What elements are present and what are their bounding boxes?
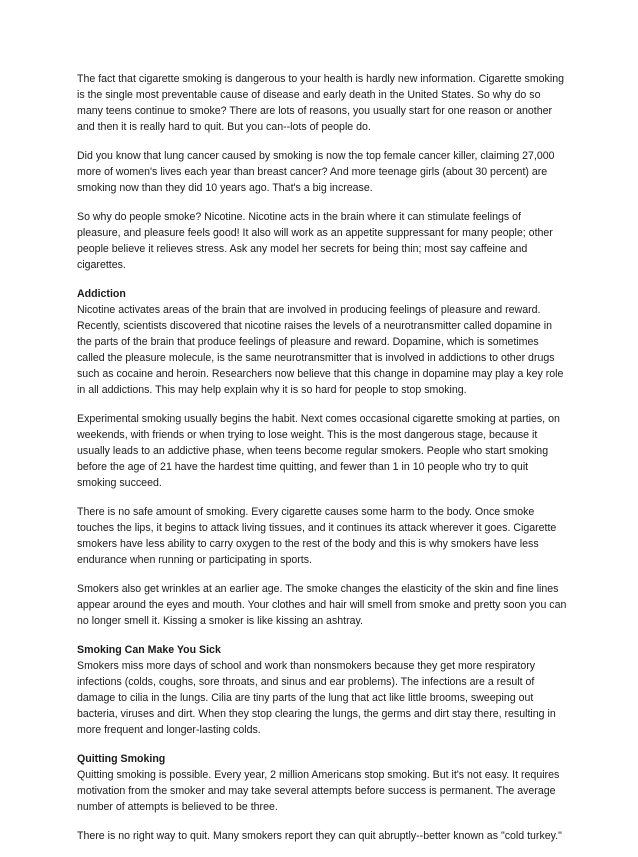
- document-page: [77, 71, 567, 857]
- addiction-paragraph-4: Smokers also get wrinkles at an earlier age. The smoke changes the elasticity of the skin and fine lines appear around the eyes and mouth. Your clothes and hair will smell from smoke and pretty soon you can no longer smell it. Kissing a smoker is like kissing an ashtray.: [77, 583, 567, 627]
- section-heading-quitting: Quitting Smoking: [77, 753, 166, 765]
- section-quitting: [77, 751, 567, 844]
- addiction-paragraph-1: Nicotine activates areas of the brain that are involved in producing feelings of pleasure and reward. Recently, scientists discovered that nicotine raises the levels of a neurotransmitter called dopamine in the parts of the brain that produce feelings of pleasure and reward. Dopamine, which is sometimes called the pleasure molecule, is the same neurotransmitter that is involved in addictions to other drugs such as cocaine and heroin. Researchers now believe that this change in dopamine may play a key role in all addictions. This may help explain why it is so hard for people to stop smoking.: [77, 304, 564, 396]
- sick-paragraph-1: Smokers miss more days of school and work than nonsmokers because they get more respiratory infections (colds, coughs, sore throats, and sinus and ear problems). The infections are a result of damage to cilia in the lungs. Cilia are tiny parts of the lung that act like little brooms, sweeping out bacteria, viruses and dirt. When they stop clearing the lungs, the germs and dirt stay there, resulting in more frequent and longer-lasting colds.: [77, 660, 556, 736]
- section-addiction: [77, 286, 567, 629]
- addiction-paragraph-2: Experimental smoking usually begins the habit. Next comes occasional cigarette smoking at parties, on weekends, with friends or when trying to lose weight. This is the most dangerous stage, because it usually leads to an addictive phase, when teens become regular smokers. People who start smoking before the age of 21 have the hardest time quitting, and fewer than 1 in 10 people who try to quit smoking succeed.: [77, 413, 560, 489]
- section-heading-smoking-sick: Smoking Can Make You Sick: [77, 644, 221, 656]
- section-heading-addiction: Addiction: [77, 288, 126, 300]
- quitting-paragraph-2: There is no right way to quit. Many smokers report they can quit abruptly--better known as "cold turkey.": [77, 830, 562, 842]
- addiction-paragraph-3: There is no safe amount of smoking. Every cigarette causes some harm to the body. Once smoke touches the lips, it begins to attack living tissues, and it continues its attack wherever it goes. Cigarette smokers have less ability to carry oxygen to the rest of the body and this is why smokers have less endurance when running or participating in sports.: [77, 506, 557, 566]
- intro-paragraph-1: The fact that cigarette smoking is dangerous to your health is hardly new information. Cigarette smoking is the single most preventable cause of disease and early death in the United States. So why do so many teens continue to smoke? There are lots of reasons, you usually start for one reason or another and then it is really hard to quit. But you can--lots of people do.: [77, 73, 564, 133]
- quitting-paragraph-1: Quitting smoking is possible. Every year, 2 million Americans stop smoking. But it's not easy. It requires motivation from the smoker and may take several attempts before success is permanent. The average number of attempts is believed to be three.: [77, 769, 560, 813]
- section-smoking-sick: [77, 642, 567, 738]
- intro-paragraph-2: Did you know that lung cancer caused by smoking is now the top female cancer killer, claiming 27,000 more of women's lives each year than breast cancer? And more teenage girls (about 30 percent) are smoking now than they did 10 years ago. That's a big increase.: [77, 150, 555, 194]
- intro-paragraph-3: So why do people smoke? Nicotine. Nicotine acts in the brain where it can stimulate feelings of pleasure, and pleasure feels good! It also will work as an appetite suppressant for many people; other people believe it relieves stress. Ask any model her secrets for being thin; most say caffeine and cigarettes.: [77, 211, 553, 271]
